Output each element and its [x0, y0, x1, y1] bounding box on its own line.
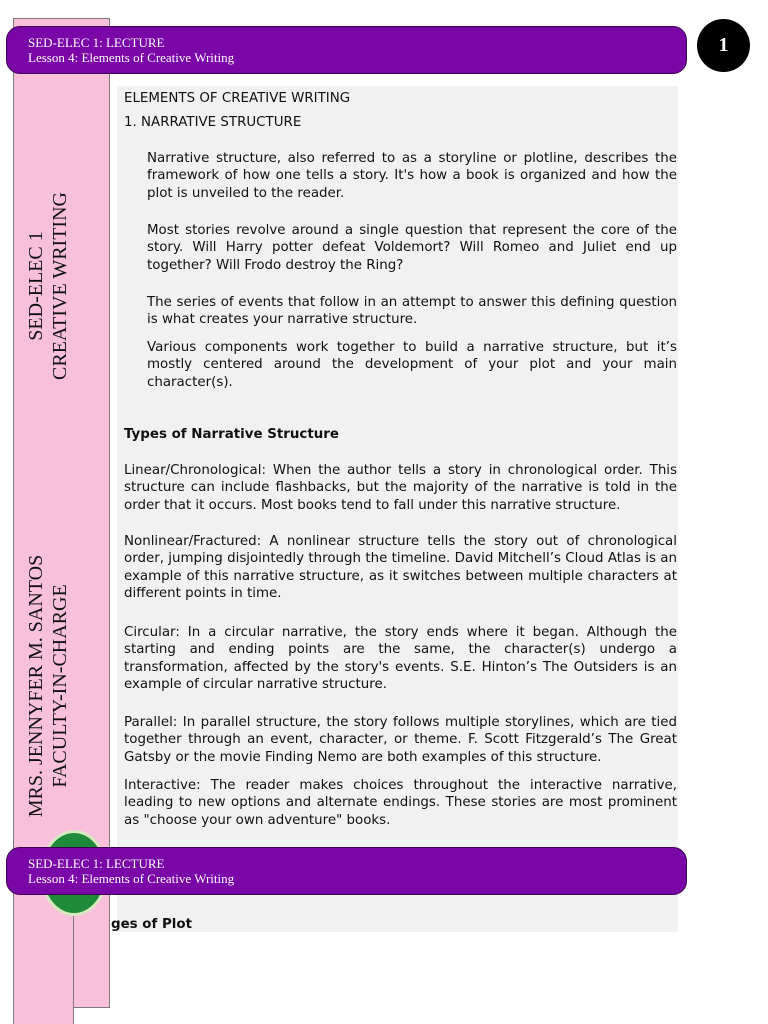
stages-heading-partial: ges of Plot — [111, 917, 192, 932]
paragraph: The series of events that follow in an attempt to answer this defining question is what creates your narrative structure. — [147, 295, 677, 328]
structure-type-nonlinear: Nonlinear/Fractured: A nonlinear structure tells the story out of chronological order, jumping disjointedly through the timeline. David Mitchell’s Cloud Atlas is an example of this narrative structure, as it switches between multiple characters at different points in time. — [124, 534, 677, 601]
document-body — [111, 86, 678, 932]
sidebar-teacher-line2: FACULTY-IN-CHARGE — [49, 584, 71, 788]
header-subtitle: Lesson 4: Elements of Creative Writing — [28, 50, 235, 65]
structure-type-parallel: Parallel: In parallel structure, the story follows multiple storylines, which are tied together through an event, character, or theme. F. Scott Fitzgerald’s The Great Gatsby or the movie Finding Nemo are both examples of this structure. — [124, 715, 677, 765]
structure-type-linear: Linear/Chronological: When the author tells a story in chronological order. This structure can include flashbacks, but the majority of the narrative is told in the order that it occurs. Most books tend to fall under this narrative structure. — [124, 463, 677, 513]
types-heading: Types of Narrative Structure — [124, 427, 339, 442]
page-number-badge: 1 — [697, 19, 750, 72]
paragraph: Narrative structure, also referred to as a storyline or plotline, describes the framework of how one tells a story. It's how a book is organized and how the plot is unveiled to the reader. — [147, 151, 677, 201]
footer-subtitle: Lesson 4: Elements of Creative Writing — [28, 871, 235, 886]
paragraph: Various components work together to build a narrative structure, but it’s mostly centered around the development of your plot and your main character(s). — [147, 340, 677, 390]
footer-banner — [6, 847, 687, 895]
sidebar-course-line2: CREATIVE WRITING — [49, 192, 71, 380]
header-title: SED-ELEC 1: LECTURE — [28, 35, 165, 50]
footer-title: SED-ELEC 1: LECTURE — [28, 856, 165, 871]
sidebar-course-line1: SED-ELEC 1 — [25, 231, 47, 341]
sidebar-course-title — [24, 156, 72, 416]
sidebar-teacher-title — [24, 500, 72, 872]
header-banner — [6, 26, 687, 74]
paragraph: Most stories revolve around a single question that represent the core of the story. Will Harry potter defeat Voldemort? Will Romeo and Juliet end up together? Will Frodo destroy the Ring? — [147, 223, 677, 273]
section-heading: 1. NARRATIVE STRUCTURE — [124, 115, 302, 130]
document-heading: ELEMENTS OF CREATIVE WRITING — [124, 91, 351, 106]
structure-type-interactive: Interactive: The reader makes choices throughout the interactive narrative, leading to new options and alternate endings. These stories are most prominent as "choose your own adventure" books. — [124, 778, 677, 828]
sidebar-teacher-line1: MRS. JENNYFER M. SANTOS — [25, 554, 47, 818]
structure-type-circular: Circular: In a circular narrative, the story ends where it began. Although the starting and ending points are the same, the character(s) undergo a transformation, affected by the story's events. S.E. Hinton’s The Outsiders is an example of circular narrative structure. — [124, 625, 677, 692]
